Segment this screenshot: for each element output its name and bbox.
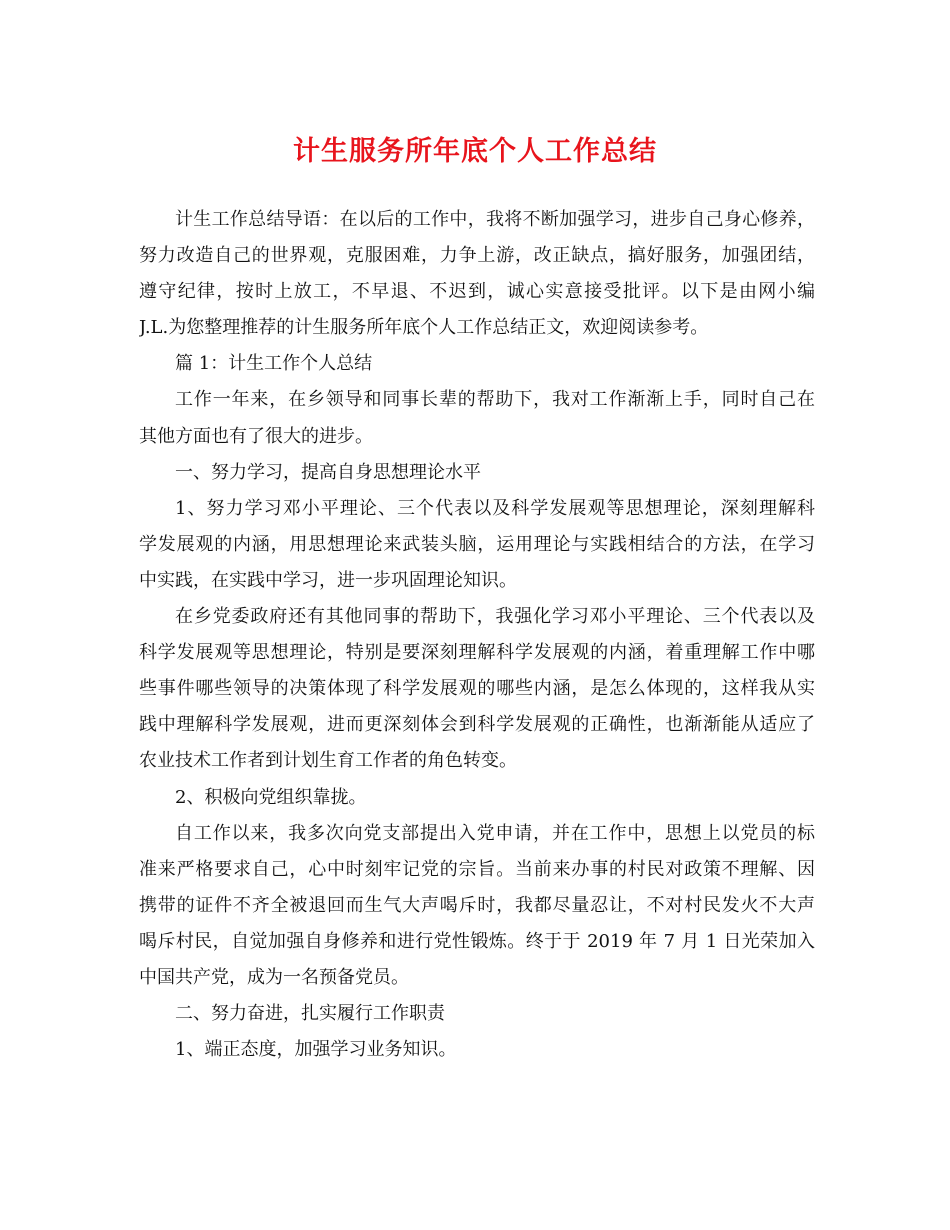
paragraph-line: 践中理解科学发展观，进而更深刻体会到科学发展观的正确性，也渐渐能从适应了 [139, 714, 815, 736]
paragraph-line: 中国共产党，成为一名预备党员。 [139, 966, 409, 988]
paragraph-line: 1、端正态度，加强学习业务知识。 [175, 1039, 457, 1061]
paragraph-line: 携带的证件不齐全被退回而生气大声喝斥时，我都尽量忍让，不对村民发火不大声 [139, 894, 815, 916]
paragraph-line: 学发展观的内涵，用思想理论来武装头脑，运用理论与实践相结合的方法，在学习 [139, 533, 815, 555]
paragraph-line: 遵守纪律，按时上放工，不早退、不迟到，诚心实意接受批评。以下是由网小编 [139, 281, 815, 303]
document-body [139, 202, 815, 1068]
paragraph-line: 在乡党委政府还有其他同事的帮助下，我强化学习邓小平理论、三个代表以及 [175, 606, 815, 628]
paragraph-line: 科学发展观等思想理论，特别是要深刻理解科学发展观的内涵，着重理解工作中哪 [139, 642, 815, 664]
paragraph-line: 农业技术工作者到计划生育工作者的角色转变。 [139, 750, 517, 772]
paragraph-line: 些事件哪些领导的决策体现了科学发展观的哪些内涵，是怎么体现的，这样我从实 [139, 678, 815, 700]
paragraph-line: 一、努力学习，提高自身思想理论水平 [175, 461, 481, 483]
paragraph-line: 1、努力学习邓小平理论、三个代表以及科学发展观等思想理论，深刻理解科 [175, 497, 815, 519]
paragraph-line: 篇 1：计生工作个人总结 [175, 353, 373, 375]
paragraph-line: 自工作以来，我多次向党支部提出入党申请，并在工作中，思想上以党员的标 [175, 822, 815, 844]
paragraph-line: 喝斥村民，自觉加强自身修养和进行党性锻炼。终于于 2019 年 7 月 1 日光荣加入 [139, 930, 815, 952]
paragraph-line: 中实践，在实践中学习，进一步巩固理论知识。 [139, 569, 517, 591]
paragraph-line: 二、努力奋进，扎实履行工作职责 [175, 1003, 445, 1025]
paragraph-line: J.L.为您整理推荐的计生服务所年底个人工作总结正文，欢迎阅读参考。 [139, 317, 709, 339]
paragraph-line: 努力改造自己的世界观，克服困难，力争上游，改正缺点，搞好服务，加强团结， [139, 245, 815, 267]
paragraph-line: 2、积极向党组织靠拢。 [175, 786, 367, 808]
paragraph-line: 准来严格要求自己，心中时刻牢记党的宗旨。当前来办事的村民对政策不理解、因 [139, 858, 815, 880]
paragraph-line: 计生工作总结导语：在以后的工作中，我将不断加强学习，进步自己身心修养， [175, 209, 815, 230]
paragraph-line: 其他方面也有了很大的进步。 [139, 425, 373, 447]
document-title: 计生服务所年底个人工作总结 [293, 136, 657, 167]
paragraph-line: 工作一年来，在乡领导和同事长辈的帮助下，我对工作渐渐上手，同时自己在 [175, 389, 815, 411]
